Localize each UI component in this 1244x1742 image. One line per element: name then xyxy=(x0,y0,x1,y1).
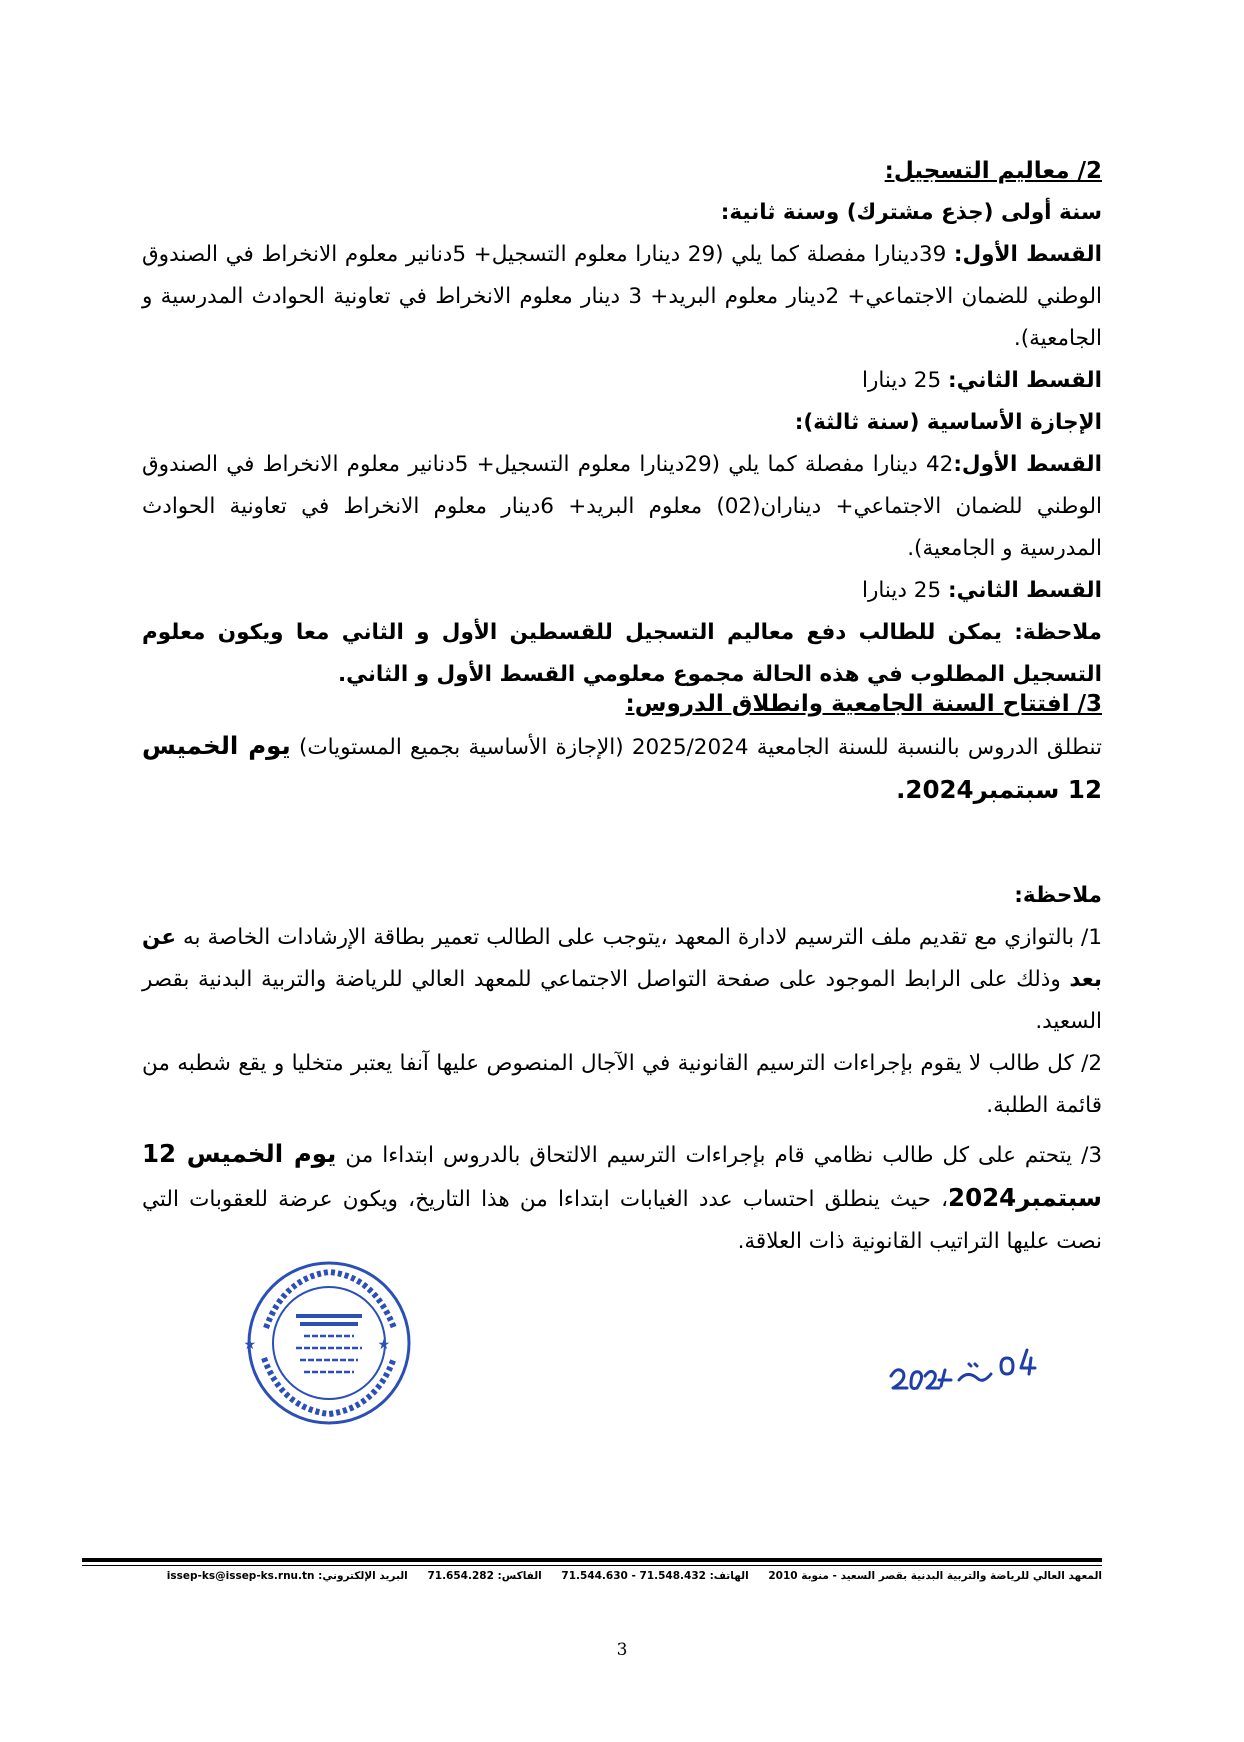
footer-rule-thin xyxy=(82,1565,1102,1566)
year3-second-text: 25 دينارا xyxy=(861,578,948,603)
year3-first-text: 42 دينارا مفصلة كما يلي (29دينارا معلوم التسجيل+ 5دنانير معلوم الانخراط في الصندوق الوطني للضمان الاجتماعي+ ديناران(02) معلوم البريد+ 6دينار معلوم الانخراط في تعاونية الحوادث المدرسية و الجامعية). xyxy=(142,452,1102,561)
year12-first-label: القسط الأول: xyxy=(953,242,1102,267)
section-registration-fees xyxy=(142,150,1102,696)
year3-second-label: القسط الثاني: xyxy=(947,578,1102,603)
page-number: 3 xyxy=(616,1640,628,1660)
year12-first-text: 39دينارا مفصلة كما يلي (29 دينارا معلوم التسجيل+ 5دنانير معلوم الانخراط في الصندوق الوطني للضمان الاجتماعي+ 2دينار معلوم البريد+ 3 دينار معلوم الانخراط في تعاونية الحوادث المدرسية و الجامعية). xyxy=(142,242,1102,351)
section3-date: يوم الخميس 12 سبتمبر2024. xyxy=(142,731,1102,804)
footer-institute: المعهد العالي للرياضة والتربية البدنية بقصر السعيد - منوبة 2010 xyxy=(768,1570,1102,1582)
note-3 xyxy=(142,1133,1102,1263)
year12-second-text: 25 دينارا xyxy=(861,368,948,393)
stamp-seal-icon xyxy=(244,1258,414,1428)
section3-paragraph xyxy=(142,725,1102,813)
svg-text:★: ★ xyxy=(244,1337,256,1353)
footer-fax: الفاكس: 71.654.282 xyxy=(427,1570,542,1582)
footer-email: البريد الإلكتروني: issep-ks@issep-ks.rnu.tn xyxy=(166,1570,408,1582)
notes-heading: ملاحظة: xyxy=(1014,883,1102,908)
note3-text-a: 3/ يتحتم على كل طالب نظامي قام بإجراءات الترسيم الالتحاق بالدروس ابتداءا من xyxy=(336,1143,1102,1168)
note-1 xyxy=(142,917,1102,1043)
section3-text: تنطلق الدروس بالنسبة للسنة الجامعية 2025/2024 (الإجازة الأساسية بجميع المستويات) xyxy=(290,735,1103,760)
footer-contact xyxy=(82,1570,1102,1582)
signature-icon xyxy=(885,1340,1045,1400)
footer-rule-thick xyxy=(82,1558,1102,1562)
note1-text-a: 1/ بالتوازي مع تقديم ملف الترسيم لادارة المعهد ،يتوجب على الطالب تعمير بطاقة الإرشادات الخاصة به xyxy=(176,925,1102,950)
year12-first-installment xyxy=(142,234,1102,360)
year12-heading: سنة أولى (جذع مشترك) وسنة ثانية: xyxy=(720,200,1102,225)
svg-text:★: ★ xyxy=(377,1337,390,1353)
year3-heading: الإجازة الأساسية (سنة ثالثة): xyxy=(794,410,1102,435)
section3-heading: 3/ افتتاح السنة الجامعية وانطلاق الدروس: xyxy=(625,691,1102,717)
year3-first-label: القسط الأول: xyxy=(953,452,1102,477)
footer-phone: الهاتف: 71.548.432 - 71.544.630 xyxy=(561,1570,749,1582)
notes-section xyxy=(142,875,1102,1263)
note3-text-b: ، حيث ينطلق احتساب عدد الغيابات ابتداءا من هذا التاريخ، ويكون عرضة للعقوبات التي نصت عليها التراتيب القانونية ذات العلاقة. xyxy=(142,1187,1102,1254)
official-stamp xyxy=(244,1258,414,1428)
section-academic-year-start xyxy=(142,683,1102,813)
note3-bold: يوم الخميس 12 سبتمبر2024 xyxy=(142,1139,1102,1212)
note1-text-b: وذلك على الرابط الموجود على صفحة التواصل الاجتماعي للمعهد العالي للرياضة والتربية البدنية بقصر السعيد. xyxy=(142,967,1102,1034)
year3-first-installment xyxy=(142,444,1102,570)
note1-bold: عن بعد xyxy=(142,925,1102,992)
year12-second-installment xyxy=(142,360,1102,402)
year12-second-label: القسط الثاني: xyxy=(947,368,1102,393)
section2-heading: 2/ معاليم التسجيل: xyxy=(884,158,1102,184)
year3-second-installment xyxy=(142,570,1102,612)
handwritten-date xyxy=(885,1340,1045,1400)
section2-note: ملاحظة: يمكن للطالب دفع معاليم التسجيل للقسطين الأول و الثاني معا ويكون معلوم التسجيل المطلوب في هذه الحالة مجموع معلومي القسط الأول و الثاني. xyxy=(142,620,1102,687)
note-2: 2/ كل طالب لا يقوم بإجراءات الترسيم القانونية في الآجال المنصوص عليها آنفا يعتبر متخليا و يقع شطبه من قائمة الطلبة. xyxy=(142,1051,1102,1118)
